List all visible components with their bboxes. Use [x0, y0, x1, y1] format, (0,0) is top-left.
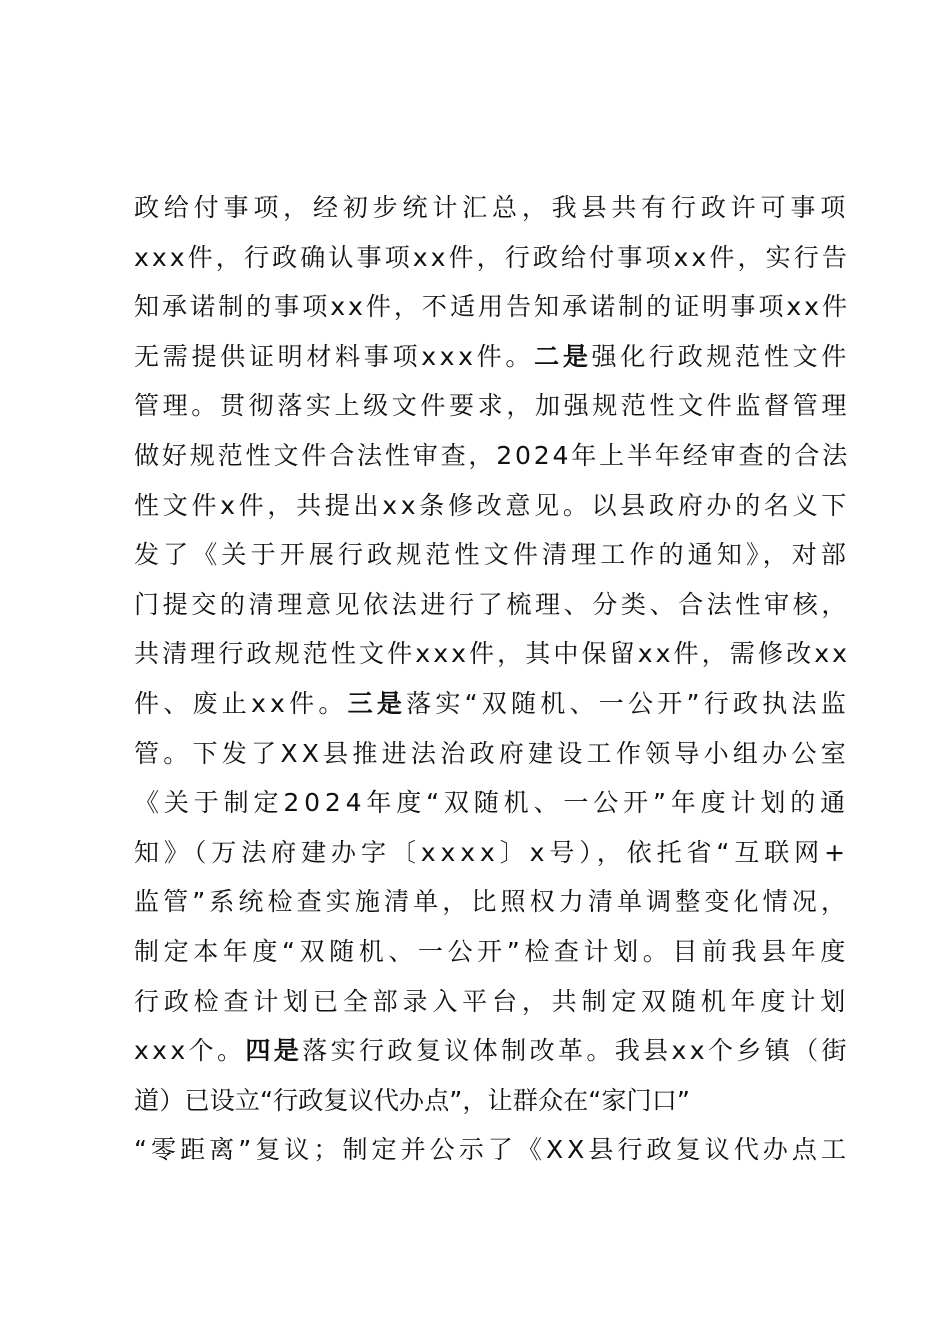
text-line — [134, 282, 850, 332]
text-line — [134, 729, 850, 779]
text-line — [134, 580, 850, 630]
text-line — [134, 530, 850, 580]
text-line — [134, 332, 850, 382]
text-line — [134, 431, 850, 481]
text-line — [134, 481, 850, 531]
text-segment: 共清理行政规范性文件xxx件，其中保留xx件，需修改xx — [134, 639, 850, 669]
text-segment: 监管”系统检查实施清单，比照权力清单调整变化情况， — [134, 887, 851, 917]
text-segment: 《关于制定2024年度“双随机、一公开”年度计划的通 — [134, 788, 850, 818]
text-line — [134, 927, 850, 977]
text-segment: 管。下发了XX县推进法治政府建设工作领导小组办公室 — [134, 738, 851, 768]
text-line-content — [134, 481, 850, 531]
text-segment: 道）已设立“行政复议代办点”，让群众在“家门口” — [134, 1085, 690, 1115]
text-line — [134, 233, 850, 283]
text-line — [134, 877, 850, 927]
emphasis-text: 二是 — [534, 341, 592, 371]
text-segment: 知》（万法府建办字〔xxxx〕x号），依托省“互联网+ — [134, 837, 850, 867]
text-line-content — [134, 183, 850, 233]
text-line — [134, 381, 850, 431]
text-line-content — [134, 778, 850, 828]
text-segment: 件、废止xx件。 — [134, 688, 348, 718]
text-segment: 管理。贯彻落实上级文件要求，加强规范性文件监督管理 — [134, 391, 850, 421]
text-line-content — [134, 282, 850, 332]
text-segment: xxx件，行政确认事项xx件，行政给付事项xx件，实行告 — [134, 242, 850, 272]
text-segment: 门提交的清理意见依法进行了梳理、分类、合法性审核， — [134, 589, 850, 619]
text-line — [134, 1076, 850, 1126]
text-line-content — [134, 977, 850, 1027]
text-line-content — [134, 1125, 850, 1175]
text-segment: 性文件x件，共提出xx条修改意见。以县政府办的名义下 — [134, 490, 851, 520]
text-line-content — [134, 1076, 690, 1126]
text-line — [134, 1026, 850, 1076]
text-segment: 落实行政复议体制改革。我县xx个乡镇（街 — [302, 1036, 850, 1066]
text-segment: 行政检查计划已全部录入平台，共制定双随机年度计划 — [134, 986, 851, 1016]
text-line — [134, 828, 850, 878]
text-line-content — [134, 877, 850, 927]
text-line-content — [134, 828, 850, 878]
text-segment: xxx个。 — [134, 1036, 246, 1066]
text-line — [134, 629, 850, 679]
text-line — [134, 1125, 850, 1175]
text-segment: “零距离”复议；制定并公示了《XX县行政复议代办点工 — [134, 1135, 851, 1165]
text-segment: 强化行政规范性文件 — [591, 341, 851, 371]
text-segment: 知承诺制的事项xx件，不适用告知承诺制的证明事项xx件 — [134, 292, 851, 322]
emphasis-text: 三是 — [347, 688, 407, 718]
text-segment: 无需提供证明材料事项xxx件。 — [134, 341, 535, 371]
text-line-content — [134, 332, 850, 382]
text-line-content — [134, 1026, 850, 1076]
text-line — [134, 679, 850, 729]
text-line-content — [134, 233, 850, 283]
text-line-content — [134, 629, 850, 679]
text-line — [134, 183, 850, 233]
text-segment: 落实“双随机、一公开”行政执法监 — [406, 688, 850, 718]
emphasis-text: 四是 — [245, 1036, 303, 1066]
text-line-content — [134, 431, 850, 481]
text-segment: 发了《关于开展行政规范性文件清理工作的通知》，对部 — [134, 540, 851, 570]
text-segment: 政给付事项，经初步统计汇总，我县共有行政许可事项 — [134, 193, 851, 222]
body-paragraph — [134, 183, 850, 1175]
text-segment: 制定本年度“双随机、一公开”检查计划。目前我县年度 — [134, 936, 850, 966]
text-line-content — [134, 381, 850, 431]
text-line-content — [134, 679, 850, 729]
text-line-content — [134, 927, 850, 977]
text-line-content — [134, 580, 850, 630]
text-line-content — [134, 729, 850, 779]
text-line-content — [134, 530, 850, 580]
text-line — [134, 977, 850, 1027]
text-segment: 做好规范性文件合法性审查，2024年上半年经审查的合法 — [134, 440, 850, 470]
text-line — [134, 778, 850, 828]
